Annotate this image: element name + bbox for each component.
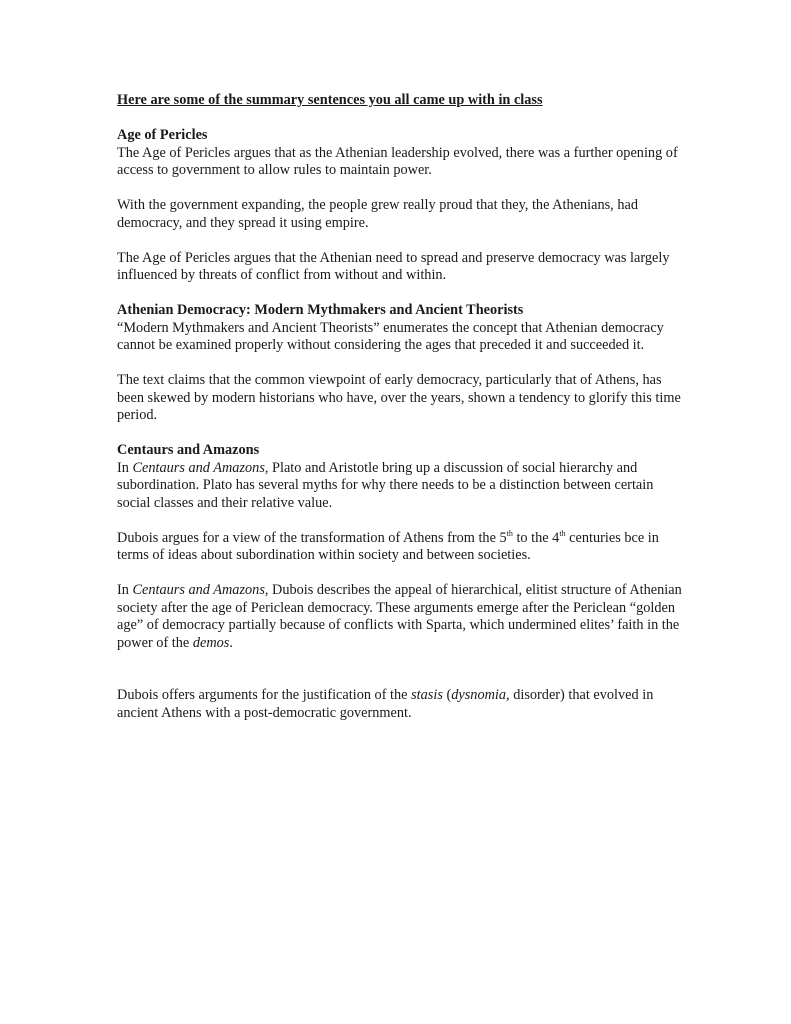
book-title: Centaurs and Amazons bbox=[132, 459, 265, 476]
superscript: th bbox=[559, 528, 566, 538]
section-athenian-democracy bbox=[117, 302, 687, 425]
document-page bbox=[117, 92, 687, 740]
summary-paragraph: The text claims that the common viewpoint of early democracy, particularly that of Athens, has been skewed by modern historians who have, over the years, shown a tendency to glorify this time period. bbox=[117, 372, 681, 423]
page-heading: Here are some of the summary sentences you all came up with in class bbox=[117, 92, 543, 108]
section-centaurs-and-amazons bbox=[117, 442, 687, 722]
section-title: Athenian Democracy: Modern Mythmakers and Ancient Theorists bbox=[117, 302, 524, 318]
summary-paragraph: Dubois offers arguments for the justification of the stasis (dysnomia, disorder) that evolved in ancient Athens with a post-democratic government. bbox=[117, 687, 654, 721]
greek-term: demos bbox=[192, 634, 230, 651]
summary-paragraph: In Centaurs and Amazons, Dubois describes the appeal of hierarchical, elitist structure of Athenian society after the age of Periclean democracy. These arguments emerge after the Periclean “golden age” of democracy partially because of conflicts with Sparta, which undermined elites’ faith in the power of the demos. bbox=[117, 582, 682, 651]
superscript: th bbox=[506, 528, 513, 538]
section-age-of-pericles bbox=[117, 127, 687, 285]
summary-paragraph: With the government expanding, the people grew really proud that they, the Athenians, had democracy, and they spread it using empire. bbox=[117, 197, 638, 231]
greek-term: dysnomia bbox=[451, 687, 507, 703]
summary-paragraph: The Age of Pericles argues that the Athenian need to spread and preserve democracy was largely influenced by threats of conflict from without and within. bbox=[117, 249, 670, 283]
summary-paragraph: Dubois argues for a view of the transformation of Athens from the 5th to the 4th centuries bce in terms of ideas about subordination within society and between societies. bbox=[117, 528, 659, 563]
section-title: Centaurs and Amazons bbox=[117, 442, 260, 458]
summary-paragraph: In Centaurs and Amazons, Plato and Aristotle bring up a discussion of social hierarchy and subordination. Plato has several myths for why there needs to be a distinction between certain social classes and their relative value. bbox=[117, 459, 654, 511]
summary-paragraph: “Modern Mythmakers and Ancient Theorists” enumerates the concept that Athenian democracy cannot be examined properly without considering the ages that preceded it and succeeded it. bbox=[117, 319, 664, 353]
section-title: Age of Pericles bbox=[117, 127, 208, 143]
greek-term: stasis bbox=[411, 687, 443, 703]
summary-paragraph: The Age of Pericles argues that as the Athenian leadership evolved, there was a further opening of access to government to allow rules to maintain power. bbox=[117, 144, 678, 178]
book-title: Centaurs and Amazons bbox=[132, 582, 265, 598]
